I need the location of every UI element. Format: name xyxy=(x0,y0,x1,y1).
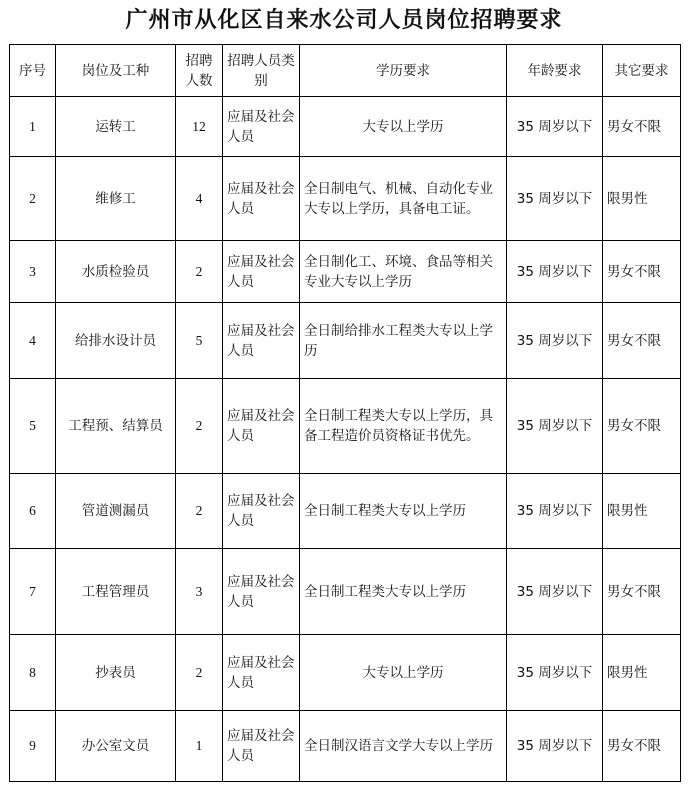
cell-education: 全日制工程类大专以上学历，具备工程造价员资格证书优先。 xyxy=(300,379,507,474)
table-row xyxy=(10,549,681,635)
cell-index: 6 xyxy=(10,474,56,549)
cell-age: 35 周岁以下 xyxy=(507,474,603,549)
header-age: 年龄要求 xyxy=(507,45,603,97)
cell-index: 3 xyxy=(10,241,56,303)
cell-index: 4 xyxy=(10,303,56,379)
cell-age: 35 周岁以下 xyxy=(507,97,603,157)
cell-count: 3 xyxy=(176,549,223,635)
header-education: 学历要求 xyxy=(300,45,507,97)
cell-type: 应届及社会人员 xyxy=(223,241,300,303)
cell-education: 全日制化工、环境、食品等相关专业大专以上学历 xyxy=(300,241,507,303)
cell-other: 男女不限 xyxy=(603,97,681,157)
cell-education: 全日制电气、机械、自动化专业大专以上学历，具备电工证。 xyxy=(300,157,507,241)
header-row xyxy=(10,45,681,97)
table-row xyxy=(10,711,681,782)
cell-count: 2 xyxy=(176,241,223,303)
cell-position: 抄表员 xyxy=(56,635,176,711)
table-row xyxy=(10,635,681,711)
cell-other: 限男性 xyxy=(603,157,681,241)
cell-position: 水质检验员 xyxy=(56,241,176,303)
cell-position: 工程管理员 xyxy=(56,549,176,635)
cell-position: 维修工 xyxy=(56,157,176,241)
cell-type: 应届及社会人员 xyxy=(223,549,300,635)
cell-age: 35 周岁以下 xyxy=(507,635,603,711)
cell-other: 男女不限 xyxy=(603,303,681,379)
cell-count: 1 xyxy=(176,711,223,782)
cell-count: 4 xyxy=(176,157,223,241)
cell-education: 全日制工程类大专以上学历 xyxy=(300,549,507,635)
cell-index: 1 xyxy=(10,97,56,157)
cell-other: 限男性 xyxy=(603,635,681,711)
cell-type: 应届及社会人员 xyxy=(223,97,300,157)
cell-education: 大专以上学历 xyxy=(300,635,507,711)
cell-count: 12 xyxy=(176,97,223,157)
cell-age: 35 周岁以下 xyxy=(507,303,603,379)
header-other: 其它要求 xyxy=(603,45,681,97)
cell-other: 男女不限 xyxy=(603,711,681,782)
cell-position: 工程预、结算员 xyxy=(56,379,176,474)
cell-index: 9 xyxy=(10,711,56,782)
table-row xyxy=(10,303,681,379)
cell-other: 男女不限 xyxy=(603,379,681,474)
cell-education: 全日制给排水工程类大专以上学历 xyxy=(300,303,507,379)
cell-count: 2 xyxy=(176,635,223,711)
cell-age: 35 周岁以下 xyxy=(507,549,603,635)
table-row xyxy=(10,379,681,474)
cell-type: 应届及社会人员 xyxy=(223,157,300,241)
table-row xyxy=(10,241,681,303)
cell-count: 5 xyxy=(176,303,223,379)
cell-position: 给排水设计员 xyxy=(56,303,176,379)
cell-index: 2 xyxy=(10,157,56,241)
cell-position: 办公室文员 xyxy=(56,711,176,782)
header-index: 序号 xyxy=(10,45,56,97)
cell-type: 应届及社会人员 xyxy=(223,379,300,474)
cell-count: 2 xyxy=(176,474,223,549)
cell-age: 35 周岁以下 xyxy=(507,241,603,303)
cell-type: 应届及社会人员 xyxy=(223,711,300,782)
page-title: 广州市从化区自来水公司人员岗位招聘要求 xyxy=(125,8,563,33)
recruitment-table xyxy=(9,44,681,782)
cell-type: 应届及社会人员 xyxy=(223,474,300,549)
cell-type: 应届及社会人员 xyxy=(223,303,300,379)
header-type: 招聘人员类别 xyxy=(223,45,300,97)
cell-type: 应届及社会人员 xyxy=(223,635,300,711)
cell-other: 男女不限 xyxy=(603,241,681,303)
cell-education: 全日制汉语言文学大专以上学历 xyxy=(300,711,507,782)
cell-other: 限男性 xyxy=(603,474,681,549)
table-row xyxy=(10,97,681,157)
cell-position: 运转工 xyxy=(56,97,176,157)
cell-other: 男女不限 xyxy=(603,549,681,635)
cell-age: 35 周岁以下 xyxy=(507,157,603,241)
cell-index: 5 xyxy=(10,379,56,474)
cell-index: 7 xyxy=(10,549,56,635)
header-position: 岗位及工种 xyxy=(56,45,176,97)
cell-education: 大专以上学历 xyxy=(300,97,507,157)
cell-age: 35 周岁以下 xyxy=(507,379,603,474)
cell-index: 8 xyxy=(10,635,56,711)
cell-education: 全日制工程类大专以上学历 xyxy=(300,474,507,549)
cell-age: 35 周岁以下 xyxy=(507,711,603,782)
table-row xyxy=(10,474,681,549)
header-count: 招聘人数 xyxy=(176,45,223,97)
cell-position: 管道测漏员 xyxy=(56,474,176,549)
table-row xyxy=(10,157,681,241)
cell-count: 2 xyxy=(176,379,223,474)
